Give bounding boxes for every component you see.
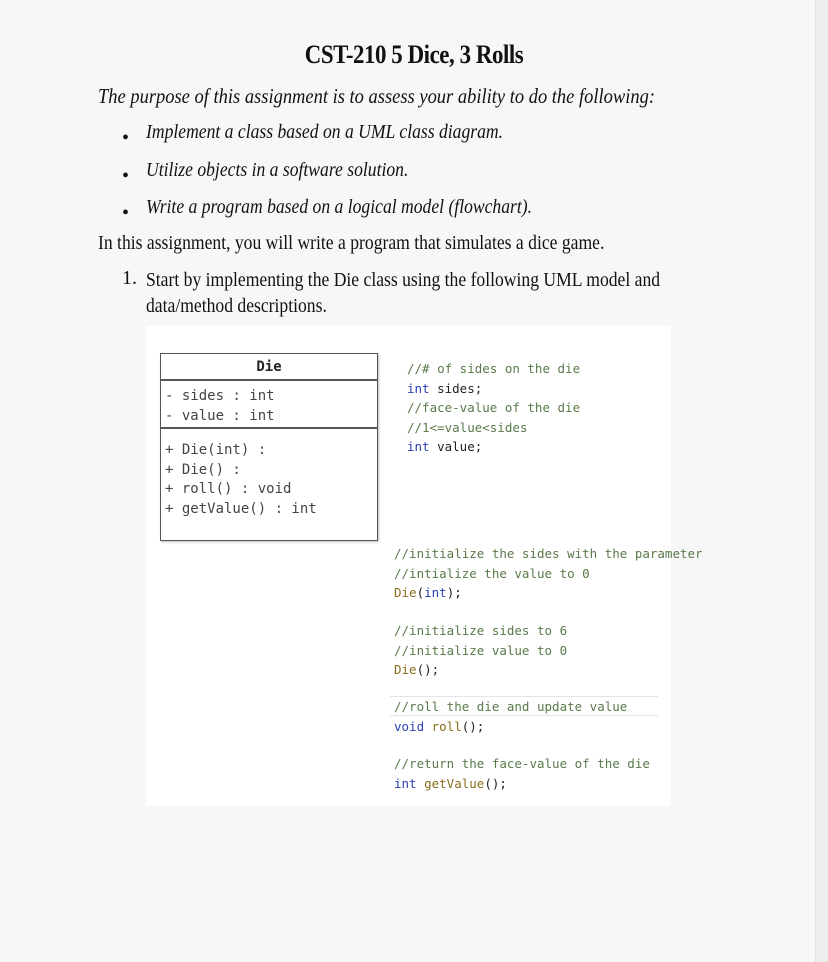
step-number: 1. (122, 267, 137, 289)
code-comment: //initialize sides to 6 (394, 623, 568, 638)
uml-attributes (161, 381, 377, 429)
bullet-icon: • (122, 202, 130, 224)
uml-attribute: - value : int (165, 407, 275, 424)
code-keyword: void (394, 718, 425, 734)
code-punct: ); (446, 585, 462, 600)
code-punct: (); (461, 718, 485, 734)
code-ctor-default (394, 621, 567, 680)
code-punct: (); (484, 775, 507, 791)
uml-operation: + roll() : void (165, 481, 292, 497)
code-comment: //face-value of the die (407, 400, 581, 415)
uml-operations (161, 429, 377, 519)
code-function: Die (394, 585, 417, 600)
code-comment: //intialize the value to 0 (394, 565, 590, 581)
purpose-statement: The purpose of this assignment is to assess your ability to do the following: (98, 84, 655, 108)
uml-class-diagram (160, 353, 378, 541)
code-comment: //initialize the sides with the parameter (394, 546, 703, 561)
step-text: Start by implementing the Die class using the following UML model and data/method descriptions. (146, 269, 661, 317)
code-keyword: int (407, 380, 430, 396)
uml-figure (146, 326, 703, 806)
code-keyword: int (394, 775, 417, 791)
code-ctor-param (394, 544, 703, 603)
code-getvalue (394, 754, 650, 793)
code-comment: //return the face-value of the die (394, 756, 650, 771)
objective-text: Write a program based on a logical model (flowchart). (146, 196, 533, 218)
code-keyword: int (407, 439, 430, 454)
objective-text: Implement a class based on a UML class diagram. (146, 121, 504, 143)
bullet-icon: • (122, 127, 130, 149)
scrollbar-track[interactable] (815, 0, 828, 962)
code-function: roll (424, 718, 462, 734)
objective-text: Utilize objects in a software solution. (146, 158, 409, 181)
bullet-icon: • (122, 164, 130, 187)
code-function: getValue (416, 775, 485, 791)
code-punct: (); (416, 662, 440, 677)
code-punct: ( (416, 585, 425, 600)
code-function: Die (394, 662, 417, 677)
code-comment: //1<=value<sides (407, 419, 528, 435)
intro-paragraph: In this assignment, you will write a program that simulates a dice game. (98, 232, 605, 254)
code-data-members (407, 359, 580, 457)
uml-attribute: - sides : int (165, 388, 275, 404)
code-identifier: value; (429, 439, 483, 454)
code-keyword: int (424, 585, 447, 600)
uml-operation: + getValue() : int (165, 500, 317, 517)
uml-operation: + Die(int) : (165, 442, 267, 458)
uml-class-name: Die (161, 354, 377, 381)
page-title: CST-210 5 Dice, 3 Rolls (304, 40, 524, 69)
code-identifier: sides; (429, 380, 483, 396)
uml-operation: + Die() : (165, 461, 241, 478)
code-roll (394, 697, 627, 736)
code-comment: //roll the die and update value (394, 699, 628, 714)
code-comment: //# of sides on the die (407, 361, 581, 376)
divider (390, 715, 658, 716)
code-comment: //initialize value to 0 (394, 642, 568, 658)
